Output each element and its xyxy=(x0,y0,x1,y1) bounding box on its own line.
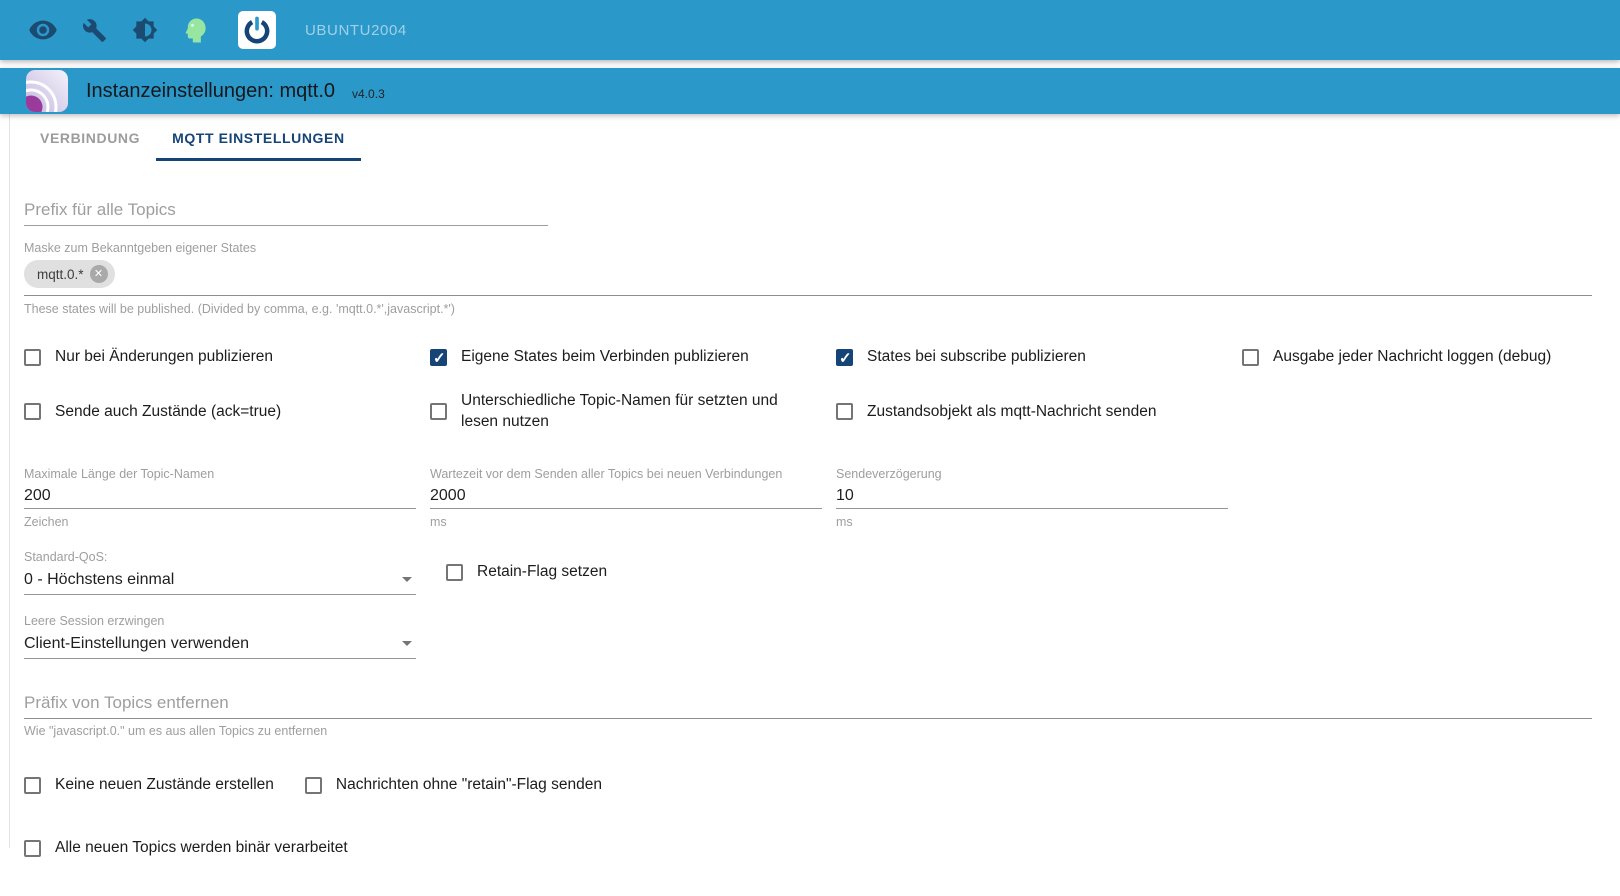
instance-settings-header xyxy=(0,68,1620,114)
checkbox-label: Sende auch Zustände (ack=true) xyxy=(55,402,282,420)
mask-chip-input[interactable] xyxy=(24,260,1592,296)
field-label: Maximale Länge der Topic-Namen xyxy=(24,467,215,482)
checkbox[interactable] xyxy=(836,349,853,366)
field-underline xyxy=(24,508,416,509)
checkbox-label: Nachrichten ohne "retain"-Flag senden xyxy=(335,776,602,794)
tab-label: MQTT EINSTELLUNGEN xyxy=(172,130,345,146)
checkbox-zustandsobjekt-senden xyxy=(836,402,1242,422)
checkbox-row-2 xyxy=(24,391,1620,432)
checkbox-label: Keine neuen Zustände erstellen xyxy=(55,776,274,794)
checkbox-row-4 xyxy=(24,838,1620,858)
number-fields-row xyxy=(24,452,1620,529)
select-value: 0 - Höchstens einmal xyxy=(24,570,175,588)
chip[interactable] xyxy=(24,260,115,288)
checkbox[interactable] xyxy=(1242,349,1259,366)
field-underline xyxy=(430,508,822,509)
page-title: Instanzeinstellungen: mqtt.0 xyxy=(86,79,336,102)
checkbox-eigene-states-verbinden xyxy=(430,347,836,367)
mask-label: Maske zum Bekanntgeben eigener States xyxy=(24,241,257,255)
checkbox-states-bei-subscribe xyxy=(836,347,1242,367)
app-toolbar xyxy=(0,0,1620,60)
select-label: Standard-QoS: xyxy=(24,550,108,565)
dropdown-arrow-icon xyxy=(402,641,412,646)
checkbox[interactable] xyxy=(836,403,853,420)
expert-head-icon[interactable] xyxy=(181,14,211,46)
field-label: Sendeverzögerung xyxy=(836,467,942,482)
settings-form xyxy=(0,195,1620,858)
dropdown-arrow-icon xyxy=(402,577,412,582)
prefix-input[interactable] xyxy=(24,195,548,225)
checkbox[interactable] xyxy=(305,777,322,794)
prefix-field xyxy=(24,195,548,226)
checkbox[interactable] xyxy=(430,403,447,420)
checkbox-debug-loggen xyxy=(1242,347,1620,367)
remove-prefix-input[interactable] xyxy=(24,688,1592,718)
remove-prefix-field xyxy=(24,688,1592,719)
settings-panel xyxy=(0,114,1620,856)
checkbox-label: Nur bei Änderungen publizieren xyxy=(55,348,274,365)
iobroker-logo-icon xyxy=(238,11,276,49)
send-wait-field xyxy=(430,452,836,529)
field-helper: ms xyxy=(836,515,853,530)
qos-row xyxy=(24,550,1620,595)
checkbox-label: Retain-Flag setzen xyxy=(477,563,608,581)
field-label: Wartezeit vor dem Senden aller Topics bei neuen Verbindungen xyxy=(430,467,783,482)
host-name: UBUNTU2004 xyxy=(305,21,407,39)
checkbox-label: Eigene States beim Verbinden publizieren xyxy=(461,348,749,365)
checkbox-label: Ausgabe jeder Nachricht loggen (debug) xyxy=(1273,348,1552,365)
select-value: Client-Einstellungen verwenden xyxy=(24,634,250,652)
send-wait-input[interactable] xyxy=(430,484,822,508)
session-row xyxy=(24,614,1620,659)
checkbox-label: Unterschiedliche Topic-Namen für setzten und lesen nutzen xyxy=(461,392,778,430)
checkbox[interactable] xyxy=(430,349,447,366)
tab-verbindung[interactable] xyxy=(24,114,156,162)
checkbox-retain-flag xyxy=(446,562,607,582)
checkbox-keine-neuen-zustaende xyxy=(24,775,274,795)
checkbox-topics-binaer xyxy=(24,838,378,858)
mask-field xyxy=(24,241,1620,316)
eye-icon[interactable] xyxy=(28,14,58,46)
checkbox[interactable] xyxy=(24,840,41,857)
qos-select[interactable] xyxy=(24,550,416,595)
max-topic-length-input[interactable] xyxy=(24,484,416,508)
checkbox-sende-ack xyxy=(24,402,430,422)
mqtt-adapter-logo xyxy=(25,69,69,113)
mask-helper: These states will be published. (Divided by comma, e.g. 'mqtt.0.*',javascript.*') xyxy=(24,302,455,316)
wrench-icon[interactable] xyxy=(79,14,109,46)
select-label: Leere Session erzwingen xyxy=(24,614,165,629)
remove-prefix-helper: Wie "javascript.0." um es aus allen Topics zu entfernen xyxy=(24,724,328,739)
tab-mqtt-einstellungen[interactable] xyxy=(156,114,361,162)
checkbox-ohne-retain-senden xyxy=(305,775,602,795)
circle-x-icon[interactable]: ✕ xyxy=(90,265,108,283)
checkbox-label: States bei subscribe publizieren xyxy=(867,348,1086,365)
send-delay-field xyxy=(836,452,1242,529)
checkbox-unterschiedliche-topics xyxy=(430,391,836,432)
checkbox[interactable] xyxy=(446,564,463,581)
checkbox-nur-bei-aenderungen xyxy=(24,347,430,367)
field-underline xyxy=(836,508,1228,509)
chip-label: mqtt.0.* xyxy=(37,266,84,282)
send-delay-input[interactable] xyxy=(836,484,1228,508)
brightness-icon[interactable] xyxy=(130,14,160,46)
max-topic-length-field xyxy=(24,452,430,529)
checkbox[interactable] xyxy=(24,777,41,794)
checkbox[interactable] xyxy=(24,349,41,366)
checkbox-label: Alle neuen Topics werden binär verarbeitet xyxy=(55,838,348,856)
adapter-version: v4.0.3 xyxy=(352,87,385,101)
field-helper: ms xyxy=(430,515,447,530)
tab-bar xyxy=(0,114,1620,162)
checkbox-row-3 xyxy=(24,775,1620,795)
checkbox-row-1 xyxy=(24,347,1620,367)
field-helper: Zeichen xyxy=(24,515,69,530)
checkbox[interactable] xyxy=(24,403,41,420)
checkbox-label: Zustandsobjekt als mqtt-Nachricht senden xyxy=(867,402,1157,420)
tab-label: VERBINDUNG xyxy=(40,130,141,146)
session-select[interactable] xyxy=(24,614,416,659)
